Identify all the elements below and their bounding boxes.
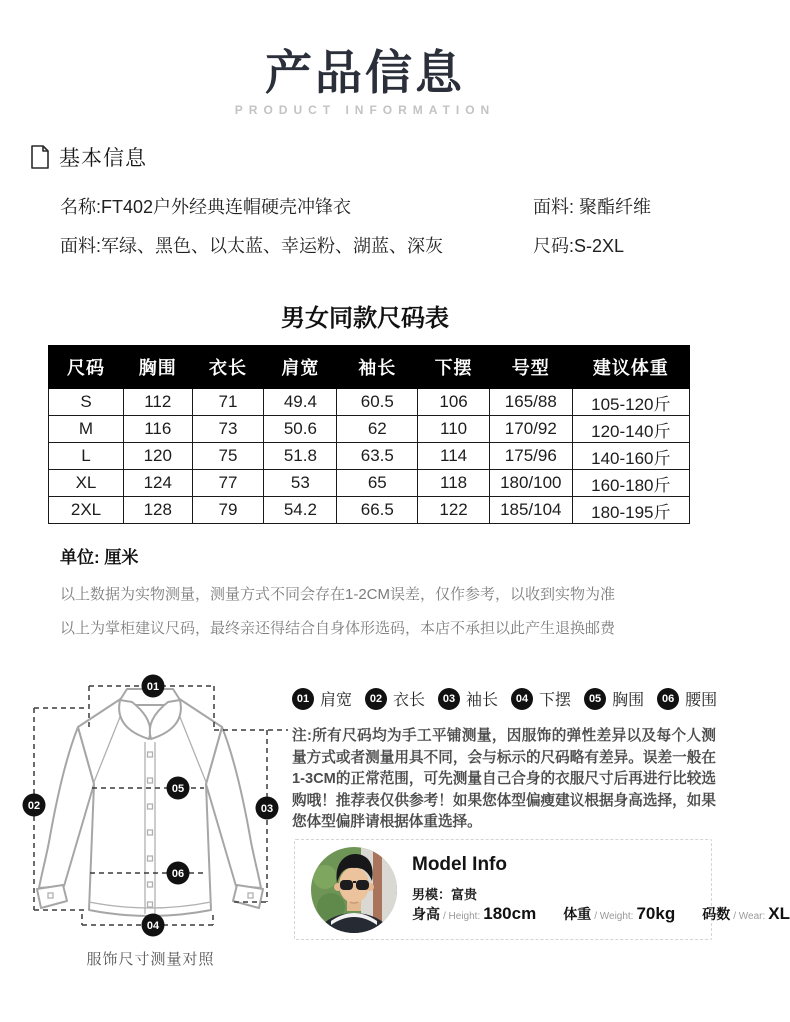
table-cell: 49.4 <box>264 389 337 416</box>
size-table-header-row <box>49 346 690 389</box>
legend-item <box>365 687 425 710</box>
model-info-title: Model Info <box>412 854 507 875</box>
legend-label: 胸围 <box>612 692 645 709</box>
model-stats <box>412 904 790 924</box>
table-cell: 170/92 <box>489 416 572 443</box>
table-cell: 118 <box>418 470 490 497</box>
page-subtitle: PRODUCT INFORMATION <box>234 103 496 117</box>
svg-text:03: 03 <box>260 803 274 815</box>
legend-number-badge: 01 <box>292 688 314 710</box>
legend-label: 肩宽 <box>320 692 353 709</box>
size-table-title: 男女同款尺码表 <box>281 305 449 332</box>
shirt-measurement-diagram <box>8 672 293 972</box>
table-cell: 77 <box>192 470 264 497</box>
table-cell: 51.8 <box>264 443 337 470</box>
legend-item <box>438 687 498 710</box>
column-header: 袖长 <box>337 346 418 389</box>
legend-item <box>657 687 717 710</box>
unit-label: 单位: 厘米 <box>60 548 139 567</box>
legend-label: 袖长 <box>466 692 499 709</box>
model-stat: 身高 / Height: 180cm <box>412 904 537 923</box>
table-cell: 128 <box>123 497 192 524</box>
fabric-line: 面料: 聚酯纤维 <box>533 197 652 217</box>
svg-text:01: 01 <box>146 681 160 693</box>
table-cell: 180/100 <box>489 470 572 497</box>
table-cell: 112 <box>123 389 192 416</box>
table-cell: 71 <box>192 389 264 416</box>
table-cell: 79 <box>192 497 264 524</box>
legend-number-badge: 02 <box>365 688 387 710</box>
table-cell: 110 <box>418 416 490 443</box>
measurement-note: 注:所有尺码均为手工平铺测量，因服饰的弹性差异以及每个人测量方式或者测量用具不同，会与标示的尺码略有差异。误差一般在1-3CM的正常范围，可先测量自己合身的衣服尺寸后再进行比较选购哦！推荐表仅供参考！如果您体型偏瘦建议根据身高选择，如果您体型偏胖请根据体重选择。 <box>292 728 716 830</box>
colors-line: 面料:军绿、黑色、以太蓝、幸运粉、湖蓝、深灰 <box>60 236 443 256</box>
disclaimer-line: 以上数据为实物测量，测量方式不同会存在1-2CM误差，仅作参考，以收到实物为准 <box>60 586 616 603</box>
table-cell: 122 <box>418 497 490 524</box>
table-cell: 114 <box>418 443 490 470</box>
table-cell: 116 <box>123 416 192 443</box>
legend-label: 下摆 <box>539 692 572 709</box>
model-stat: 体重 / Weight: 70kg <box>563 904 676 923</box>
table-cell: 185/104 <box>489 497 572 524</box>
legend-number-badge: 05 <box>584 688 606 710</box>
legend-number-badge: 06 <box>657 688 679 710</box>
table-cell: 65 <box>337 470 418 497</box>
page-title: 产品信息 <box>265 46 465 99</box>
column-header: 胸围 <box>123 346 192 389</box>
table-cell: 140-160斤 <box>572 443 689 470</box>
table-cell: 160-180斤 <box>572 470 689 497</box>
model-avatar <box>311 847 397 933</box>
diagram-caption: 服饰尺寸测量对照 <box>86 951 215 968</box>
table-cell: 62 <box>337 416 418 443</box>
column-header: 号型 <box>489 346 572 389</box>
svg-text:04: 04 <box>146 920 160 932</box>
table-cell: L <box>49 443 124 470</box>
table-cell: 73 <box>192 416 264 443</box>
basic-info-section-header <box>30 142 147 172</box>
table-cell: 120-140斤 <box>572 416 689 443</box>
table-cell: 66.5 <box>337 497 418 524</box>
table-cell: 175/96 <box>489 443 572 470</box>
table-row <box>49 497 690 524</box>
product-name-line: 名称:FT402户外经典连帽硬壳冲锋衣 <box>60 197 352 217</box>
legend-label: 腰围 <box>685 692 718 709</box>
legend-number-badge: 04 <box>511 688 533 710</box>
legend-item <box>511 687 571 710</box>
table-cell: 54.2 <box>264 497 337 524</box>
table-cell: 53 <box>264 470 337 497</box>
table-row <box>49 443 690 470</box>
table-cell: 124 <box>123 470 192 497</box>
document-icon <box>30 145 50 169</box>
table-cell: 50.6 <box>264 416 337 443</box>
legend-number-badge: 03 <box>438 688 460 710</box>
column-header: 下摆 <box>418 346 490 389</box>
table-cell: 120 <box>123 443 192 470</box>
table-cell: 75 <box>192 443 264 470</box>
basic-info-title: 基本信息 <box>59 147 147 170</box>
table-cell: XL <box>49 470 124 497</box>
legend-item <box>292 687 352 710</box>
column-header: 建议体重 <box>572 346 689 389</box>
table-cell: 2XL <box>49 497 124 524</box>
measurement-legend <box>292 687 722 710</box>
size-table <box>48 345 690 524</box>
disclaimer-line: 以上为掌柜建议尺码，最终亲还得结合自身体形选码，本店不承担以此产生退换邮费 <box>60 620 616 637</box>
table-cell: 60.5 <box>337 389 418 416</box>
table-cell: 165/88 <box>489 389 572 416</box>
legend-item <box>584 687 644 710</box>
svg-text:02: 02 <box>27 800 41 812</box>
table-row <box>49 389 690 416</box>
model-stat: 码数 / Wear: XL <box>702 904 790 923</box>
legend-label: 衣长 <box>393 692 426 709</box>
table-row <box>49 470 690 497</box>
table-cell: 180-195斤 <box>572 497 689 524</box>
table-cell: S <box>49 389 124 416</box>
table-cell: 106 <box>418 389 490 416</box>
svg-text:05: 05 <box>171 783 185 795</box>
table-cell: 63.5 <box>337 443 418 470</box>
column-header: 衣长 <box>192 346 264 389</box>
model-name-label: 男模：富贵 <box>412 887 478 902</box>
table-cell: M <box>49 416 124 443</box>
table-cell: 105-120斤 <box>572 389 689 416</box>
column-header: 肩宽 <box>264 346 337 389</box>
table-row <box>49 416 690 443</box>
model-info-card <box>294 839 790 940</box>
svg-text:06: 06 <box>171 868 185 880</box>
size-range-line: 尺码:S-2XL <box>533 236 625 256</box>
column-header: 尺码 <box>49 346 124 389</box>
